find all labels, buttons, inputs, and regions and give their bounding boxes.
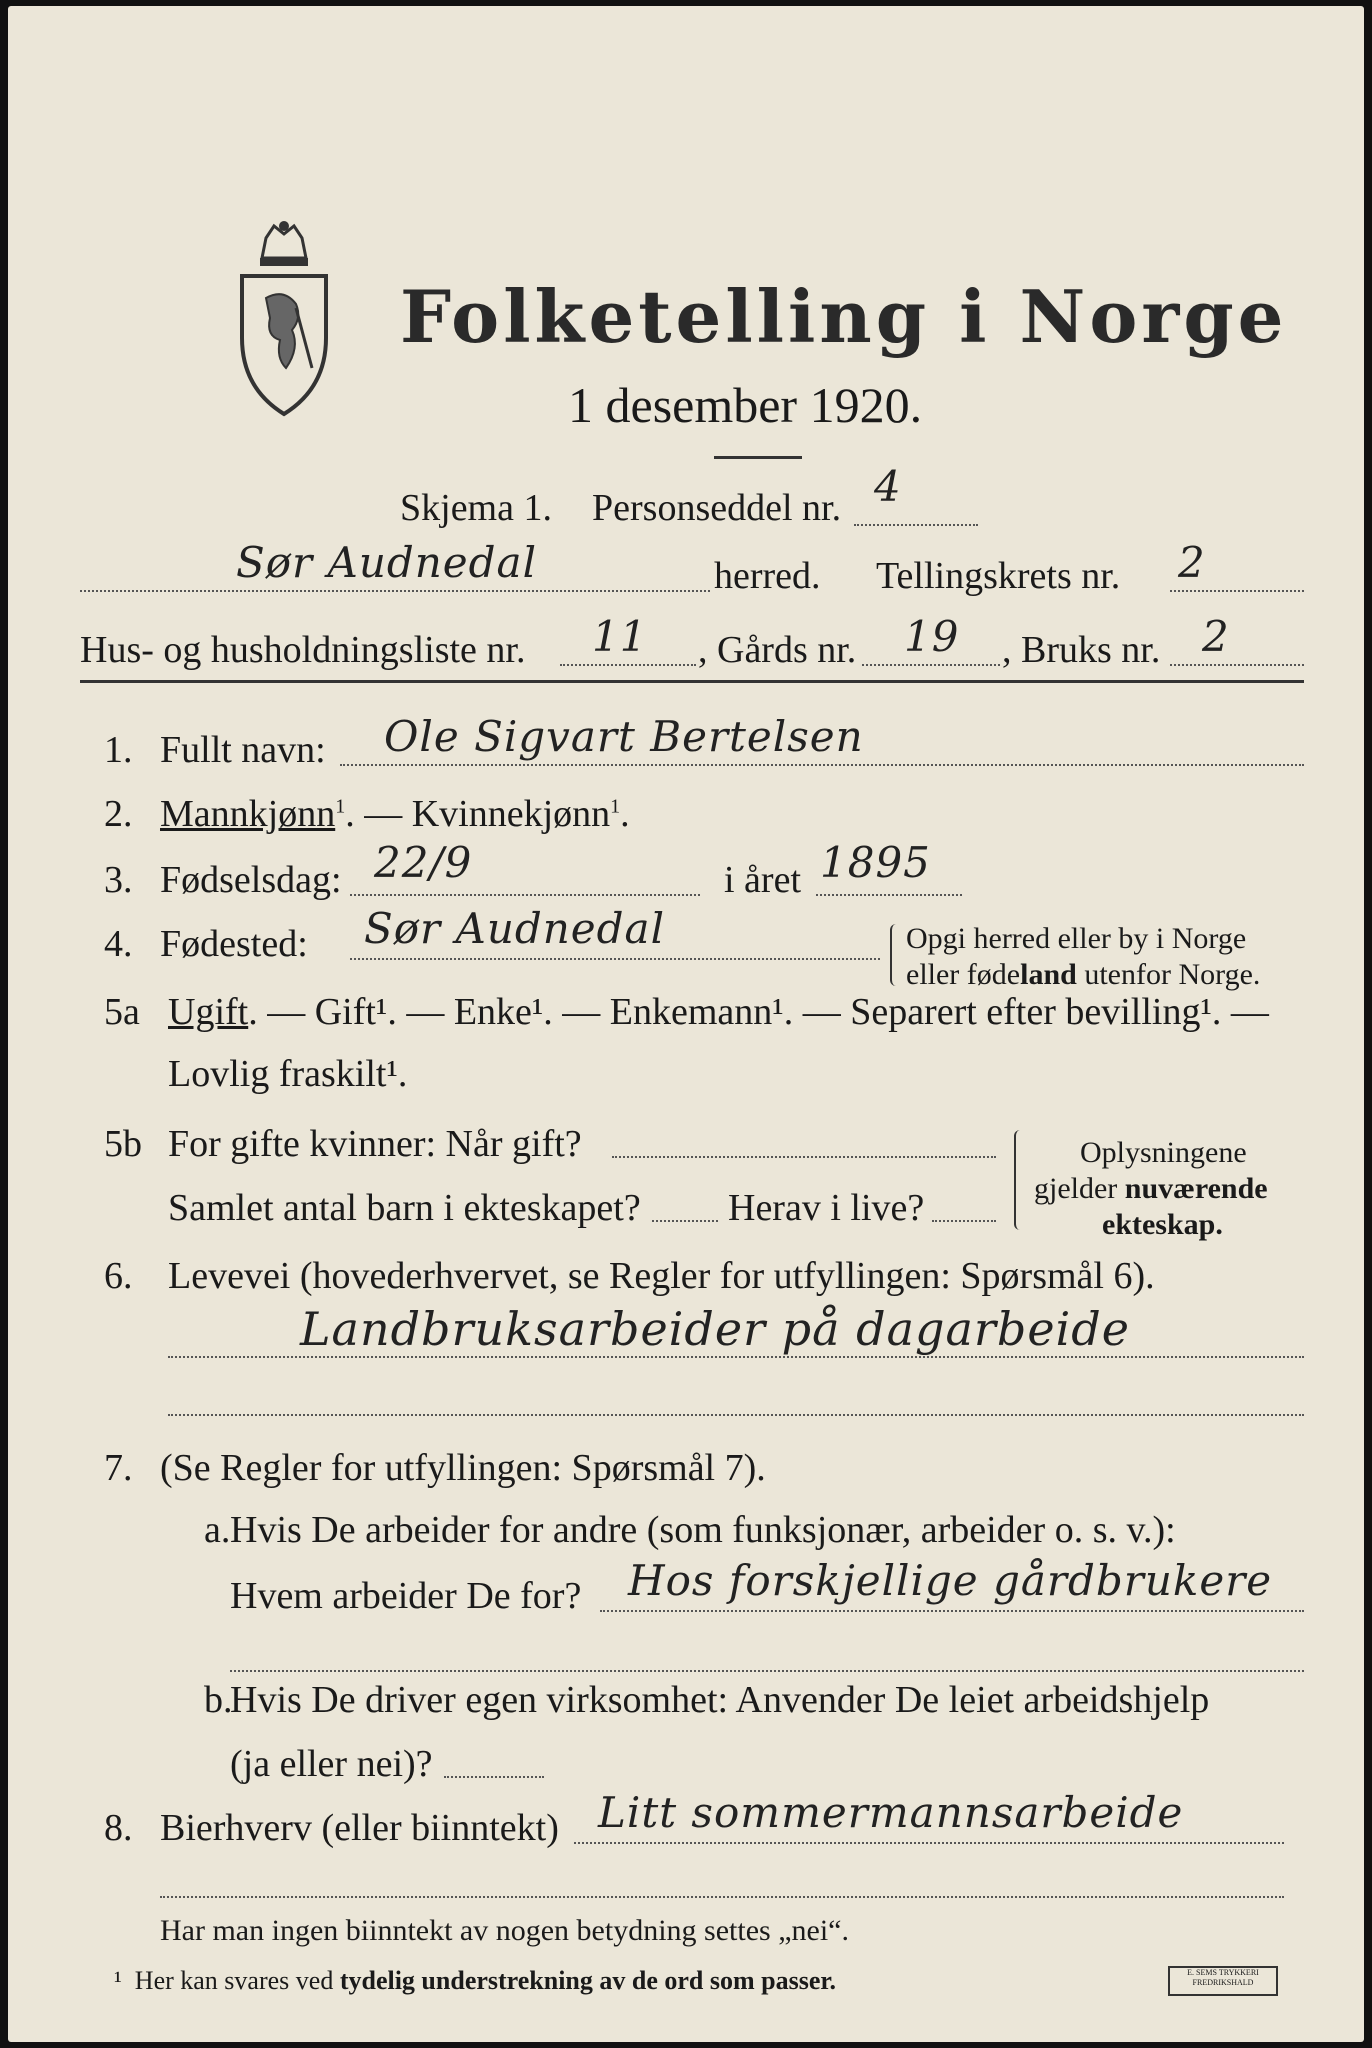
q4-note-line1: Opgi herred eller by i Norge — [906, 922, 1247, 955]
q2-text: Mannkjønn$^1$. — Kvinnekjønn$^1$. — [160, 793, 630, 835]
census-date: 1 desember 1920. — [568, 377, 923, 433]
q1-label: Fullt navn: — [160, 729, 326, 771]
q8-value: Litt sommermannsarbeide — [598, 1788, 1184, 1837]
personseddel-label: Personseddel nr. — [592, 487, 842, 529]
q4-value: Sør Audnedal — [364, 904, 666, 953]
hus-label: Hus- og husholdningsliste nr. — [80, 629, 526, 671]
personseddel-value: 4 — [874, 462, 902, 511]
tellingskrets-value: 2 — [1178, 538, 1206, 587]
skjema-label: Skjema 1. — [400, 487, 552, 529]
q3-year-value: 1895 — [820, 838, 931, 887]
q6-number: 6. — [104, 1255, 133, 1297]
title-divider — [714, 456, 802, 459]
q7a-line1: Hvis De arbeider for andre (som funksjonær, arbeider o. s. v.): — [230, 1509, 1176, 1551]
q8-number: 8. — [104, 1807, 133, 1849]
q3-birthday-value: 22/9 — [374, 838, 473, 887]
form-title: Folketelling i Norge — [400, 274, 1288, 359]
q1-number: 1. — [104, 729, 133, 771]
herred-value: Sør Audnedal — [236, 538, 538, 587]
footer-note: Har man ingen biinntekt av nogen betydning settes „nei“. — [160, 1914, 849, 1947]
gards-value: 19 — [904, 612, 960, 661]
gards-label: , Gårds nr. — [698, 629, 857, 671]
q8-label: Bierhverv (eller biinntekt) — [160, 1807, 559, 1849]
q5b-line2a: Samlet antal barn i ekteskapet? — [168, 1187, 641, 1229]
header-rule — [80, 680, 1304, 683]
q5b-note3: ekteskap. — [1102, 1208, 1223, 1241]
q5b-number: 5b — [104, 1123, 142, 1165]
q5a-line2: Lovlig fraskilt¹. — [168, 1053, 408, 1095]
q5b-line1: For gifte kvinner: Når gift? — [168, 1123, 582, 1165]
q3-year-label: i året — [724, 859, 802, 901]
q4-label: Fødested: — [160, 923, 308, 965]
q5b-line2b: Herav i live? — [728, 1187, 925, 1229]
q7b-line1: Hvis De driver egen virksomhet: Anvender De leiet arbeidshjelp — [230, 1679, 1210, 1721]
q7b-line2: (ja eller nei)? — [230, 1743, 433, 1785]
q4-number: 4. — [104, 923, 133, 965]
q7-label: (Se Regler for utfyllingen: Spørsmål 7). — [160, 1447, 766, 1489]
q5b-note2: gjelder nuværende — [1034, 1172, 1268, 1205]
q3-label: Fødselsdag: — [160, 859, 342, 901]
q7-number: 7. — [104, 1447, 133, 1489]
q5a-number: 5a — [104, 991, 140, 1033]
q7a-value: Hos forskjellige gårdbrukere — [628, 1556, 1273, 1605]
tellingskrets-label: Tellingskrets nr. — [876, 555, 1121, 597]
q5a-line1: Ugift. — Gift¹. — Enke¹. — Enkemann¹. — Separert efter bevilling¹. — — [168, 991, 1269, 1033]
q5b-note1: Oplysningene — [1080, 1136, 1247, 1169]
q7a-number: a. — [204, 1509, 231, 1551]
q7b-number: b. — [204, 1679, 233, 1721]
census-form — [8, 6, 1364, 2042]
q6-value: Landbruksarbeider på dagarbeide — [300, 1302, 1130, 1356]
q4-note-line2: eller fødeland utenfor Norge. — [906, 958, 1261, 991]
q3-number: 3. — [104, 859, 133, 901]
q2-number: 2. — [104, 793, 133, 835]
q6-label: Levevei (hovederhvervet, se Regler for utfyllingen: Spørsmål 6). — [168, 1255, 1155, 1297]
footnote: ¹ Her kan svares ved tydelig understrekning av de ord som passer. — [114, 1966, 837, 1995]
printer-stamp: E. SEMS TRYKKERI FREDRIKSHALD — [1168, 1966, 1278, 1996]
coat-of-arms-icon — [236, 218, 332, 423]
q7a-line2: Hvem arbeider De for? — [230, 1575, 582, 1617]
hus-value: 11 — [592, 612, 648, 661]
q1-value: Ole Sigvart Bertelsen — [384, 712, 864, 761]
herred-label: herred. — [714, 555, 821, 597]
bruks-value: 2 — [1202, 612, 1230, 661]
bruks-label: , Bruks nr. — [1002, 629, 1161, 671]
